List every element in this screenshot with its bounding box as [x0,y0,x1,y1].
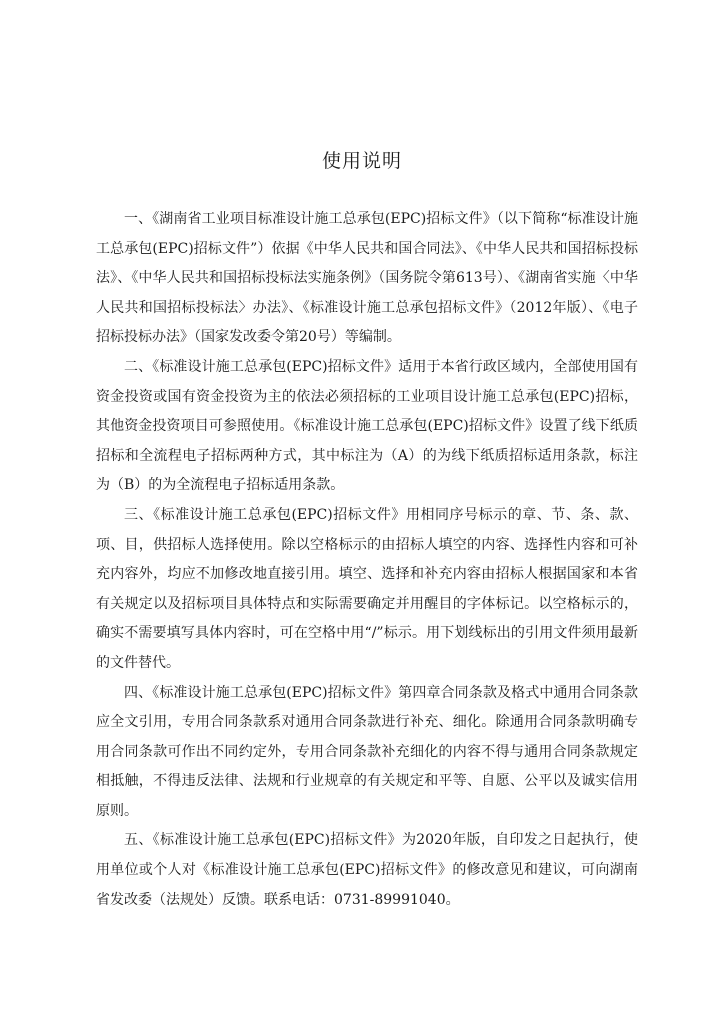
document-body [96,205,638,915]
page-title: 使用说明 [321,150,402,172]
paragraph-5: 五、《标准设计施工总承包(EPC)招标文件》为2020年版，自印发之日起执行，使用单位或个人对《标准设计施工总承包(EPC)招标文件》的修改意见和建议，可向湖南省发改委（法规处）反馈。联系电话：0731-89991040。 [96,832,638,908]
paragraph-4: 四、《标准设计施工总承包(EPC)招标文件》第四章合同条款及格式中通用合同条款应全文引用，专用合同条款系对通用合同条款进行补充、细化。除通用合同条款明确专用合同条款可作出不同约定外，专用合同条款补充细化的内容不得与通用合同条款规定相抵触，不得违反法律、法规和行业规章的有关规定和平等、自愿、公平以及诚实信用原则。 [96,684,638,819]
paragraph-2: 二、《标准设计施工总承包(EPC)招标文件》适用于本省行政区域内，全部使用国有资金投资或国有资金投资为主的依法必须招标的工业项目设计施工总承包(EPC)招标，其他资金投资项目可参照使用。《标准设计施工总承包(EPC)招标文件》设置了线下纸质招标和全流程电子招标两种方式，其中标注为（A）的为线下纸质招标适用条款，标注为（B）的为全流程电子招标适用条款。 [96,358,638,494]
paragraph-3: 三、《标准设计施工总承包(EPC)招标文件》用相同序号标示的章、节、条、款、项、目，供招标人选择使用。除以空格标示的由招标人填空的内容、选择性内容和可补充内容外，均应不加修改地直接引用。填空、选择和补充内容由招标人根据国家和本省有关规定以及招标项目具体特点和实际需要确定并用醒目的字体标记。以空格标示的，确实不需要填写具体内容时，可在空格中用“/”标示。用下划线标出的引用文件须用最新的文件替代。 [96,506,638,671]
paragraph-1: 一、《湖南省工业项目标准设计施工总承包(EPC)招标文件》（以下简称“标准设计施工总承包(EPC)招标文件”）依据《中华人民共和国合同法》、《中华人民共和国招标投标法》、《中华人民共和国招标投标法实施条例》（国务院令第613号）、《湖南省实施〈中华人民共和国招标投标法〉办法》、《标准设计施工总承包招标文件》（2012年版）、《电子招标投标办法》（国家发改委令第20号）等编制。 [96,211,638,346]
